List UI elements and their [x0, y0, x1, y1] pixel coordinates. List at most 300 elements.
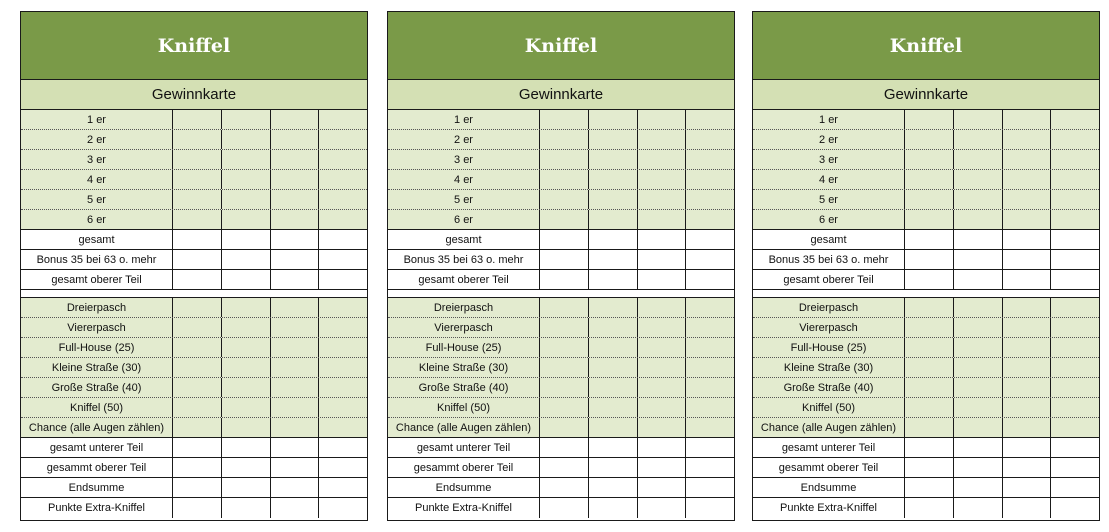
score-row	[753, 250, 1099, 270]
row-label: gesamt	[753, 230, 905, 249]
player-score-cell-1[interactable]	[905, 358, 954, 377]
player-score-cell-4[interactable]	[1051, 378, 1099, 397]
player-score-cell-1[interactable]	[173, 438, 222, 457]
player-score-cell-3[interactable]	[271, 358, 320, 377]
player-score-cell-2[interactable]	[589, 110, 638, 129]
score-row	[388, 418, 734, 438]
row-label: 2 er	[753, 130, 905, 149]
player-score-cell-2[interactable]	[589, 130, 638, 149]
row-label: Große Straße (40)	[21, 378, 173, 397]
score-row	[21, 170, 367, 190]
player-score-cell-3[interactable]	[638, 130, 687, 149]
player-score-cell-2[interactable]	[589, 190, 638, 209]
player-score-cell-3[interactable]	[271, 478, 320, 497]
player-score-cell-1[interactable]	[905, 250, 954, 269]
player-score-cell-4[interactable]	[1051, 458, 1099, 477]
player-score-cell-2[interactable]	[589, 298, 638, 317]
player-score-cell-2[interactable]	[589, 318, 638, 337]
player-score-cell-4[interactable]	[1051, 170, 1099, 189]
row-label: Chance (alle Augen zählen)	[21, 418, 173, 437]
row-label: gesamt	[21, 230, 173, 249]
player-score-cell-2[interactable]	[954, 130, 1003, 149]
player-score-cell-1[interactable]	[173, 458, 222, 477]
player-score-cell-2[interactable]	[589, 378, 638, 397]
score-row	[21, 458, 367, 478]
player-score-cell-2[interactable]	[222, 498, 271, 518]
player-score-cell-1[interactable]	[173, 230, 222, 249]
player-score-cell-1[interactable]	[905, 418, 954, 437]
player-score-cell-4[interactable]	[319, 110, 367, 129]
card-title: Kniffel	[388, 12, 734, 80]
player-score-cell-3[interactable]	[638, 338, 687, 357]
player-score-cell-1[interactable]	[540, 110, 589, 129]
player-score-cell-1[interactable]	[540, 150, 589, 169]
player-score-cell-1[interactable]	[905, 398, 954, 417]
player-score-cell-3[interactable]	[638, 150, 687, 169]
player-score-cell-3[interactable]	[638, 210, 687, 229]
player-score-cell-4[interactable]	[686, 130, 734, 149]
row-label: Dreierpasch	[753, 298, 905, 317]
player-score-cell-3[interactable]	[1003, 270, 1052, 289]
player-score-cell-1[interactable]	[173, 150, 222, 169]
player-score-cell-3[interactable]	[638, 250, 687, 269]
player-score-cell-3[interactable]	[271, 438, 320, 457]
row-label: 4 er	[753, 170, 905, 189]
player-score-cell-3[interactable]	[638, 318, 687, 337]
player-score-cell-4[interactable]	[686, 210, 734, 229]
player-score-cell-4[interactable]	[686, 358, 734, 377]
player-score-cell-3[interactable]	[638, 110, 687, 129]
player-score-cell-4[interactable]	[1051, 398, 1099, 417]
score-row	[753, 190, 1099, 210]
player-score-cell-2[interactable]	[222, 318, 271, 337]
player-score-cell-1[interactable]	[905, 458, 954, 477]
player-score-cell-1[interactable]	[905, 110, 954, 129]
player-score-cell-2[interactable]	[589, 270, 638, 289]
score-row	[388, 378, 734, 398]
player-score-cell-3[interactable]	[1003, 190, 1052, 209]
player-score-cell-1[interactable]	[540, 338, 589, 357]
player-score-cell-3[interactable]	[1003, 298, 1052, 317]
player-score-cell-2[interactable]	[222, 358, 271, 377]
lower-section	[753, 298, 1099, 518]
player-score-cell-1[interactable]	[905, 318, 954, 337]
player-score-cell-2[interactable]	[589, 438, 638, 457]
player-score-cell-3[interactable]	[271, 130, 320, 149]
player-score-cell-4[interactable]	[1051, 478, 1099, 497]
player-score-cell-1[interactable]	[540, 250, 589, 269]
player-score-cell-4[interactable]	[1051, 358, 1099, 377]
player-score-cell-3[interactable]	[638, 498, 687, 518]
player-score-cell-4[interactable]	[1051, 418, 1099, 437]
player-score-cell-1[interactable]	[905, 230, 954, 249]
player-score-cell-3[interactable]	[271, 190, 320, 209]
player-score-cell-4[interactable]	[686, 318, 734, 337]
row-label: Kleine Straße (30)	[753, 358, 905, 377]
player-score-cell-3[interactable]	[1003, 498, 1052, 518]
player-score-cell-4[interactable]	[319, 478, 367, 497]
player-score-cell-1[interactable]	[173, 190, 222, 209]
player-score-cell-1[interactable]	[905, 338, 954, 357]
player-score-cell-4[interactable]	[1051, 250, 1099, 269]
score-row	[753, 150, 1099, 170]
player-score-cell-3[interactable]	[638, 230, 687, 249]
player-score-cell-2[interactable]	[589, 170, 638, 189]
player-score-cell-4[interactable]	[319, 418, 367, 437]
player-score-cell-3[interactable]	[271, 250, 320, 269]
player-score-cell-2[interactable]	[222, 270, 271, 289]
player-score-cell-4[interactable]	[1051, 110, 1099, 129]
section-spacer	[388, 290, 734, 298]
player-score-cell-1[interactable]	[540, 230, 589, 249]
player-score-cell-2[interactable]	[954, 358, 1003, 377]
player-score-cell-4[interactable]	[686, 150, 734, 169]
player-score-cell-4[interactable]	[686, 298, 734, 317]
player-score-cell-1[interactable]	[173, 398, 222, 417]
player-score-cell-2[interactable]	[589, 358, 638, 377]
player-score-cell-1[interactable]	[905, 298, 954, 317]
player-score-cell-2[interactable]	[954, 418, 1003, 437]
lower-section	[388, 298, 734, 518]
score-row	[753, 498, 1099, 518]
player-score-cell-2[interactable]	[589, 338, 638, 357]
player-score-cell-4[interactable]	[686, 270, 734, 289]
player-score-cell-2[interactable]	[222, 338, 271, 357]
player-score-cell-4[interactable]	[319, 318, 367, 337]
player-score-cell-3[interactable]	[638, 378, 687, 397]
player-score-cell-4[interactable]	[319, 150, 367, 169]
player-score-cell-4[interactable]	[686, 250, 734, 269]
player-score-cell-2[interactable]	[222, 438, 271, 457]
player-score-cell-3[interactable]	[638, 398, 687, 417]
row-label: 3 er	[21, 150, 173, 169]
player-score-cell-3[interactable]	[271, 270, 320, 289]
player-score-cell-3[interactable]	[1003, 230, 1052, 249]
player-score-cell-1[interactable]	[173, 210, 222, 229]
player-score-cell-1[interactable]	[173, 250, 222, 269]
player-score-cell-1[interactable]	[173, 298, 222, 317]
player-score-cell-2[interactable]	[954, 230, 1003, 249]
player-score-cell-4[interactable]	[1051, 230, 1099, 249]
player-score-cell-4[interactable]	[1051, 438, 1099, 457]
player-score-cell-4[interactable]	[319, 398, 367, 417]
player-score-cell-3[interactable]	[1003, 318, 1052, 337]
player-score-cell-4[interactable]	[1051, 130, 1099, 149]
score-row	[753, 130, 1099, 150]
player-score-cell-2[interactable]	[954, 378, 1003, 397]
player-score-cell-1[interactable]	[905, 190, 954, 209]
player-score-cell-4[interactable]	[1051, 498, 1099, 518]
player-score-cell-1[interactable]	[905, 498, 954, 518]
player-score-cell-4[interactable]	[319, 170, 367, 189]
upper-section	[753, 110, 1099, 290]
player-score-cell-3[interactable]	[271, 150, 320, 169]
player-score-cell-2[interactable]	[222, 110, 271, 129]
section-spacer	[753, 290, 1099, 298]
score-row	[388, 498, 734, 518]
player-score-cell-4[interactable]	[319, 250, 367, 269]
score-row	[753, 298, 1099, 318]
player-score-cell-4[interactable]	[319, 458, 367, 477]
player-score-cell-1[interactable]	[540, 438, 589, 457]
player-score-cell-2[interactable]	[589, 478, 638, 497]
player-score-cell-4[interactable]	[319, 190, 367, 209]
player-score-cell-1[interactable]	[173, 358, 222, 377]
player-score-cell-1[interactable]	[540, 190, 589, 209]
upper-section	[21, 110, 367, 290]
player-score-cell-3[interactable]	[271, 378, 320, 397]
player-score-cell-1[interactable]	[540, 398, 589, 417]
player-score-cell-3[interactable]	[271, 418, 320, 437]
player-score-cell-2[interactable]	[222, 250, 271, 269]
player-score-cell-2[interactable]	[954, 250, 1003, 269]
player-score-cell-2[interactable]	[222, 230, 271, 249]
player-score-cell-1[interactable]	[540, 418, 589, 437]
score-row	[388, 458, 734, 478]
player-score-cell-3[interactable]	[1003, 378, 1052, 397]
player-score-cell-4[interactable]	[686, 498, 734, 518]
player-score-cell-3[interactable]	[271, 498, 320, 518]
player-score-cell-4[interactable]	[1051, 298, 1099, 317]
player-score-cell-2[interactable]	[589, 418, 638, 437]
card-title: Kniffel	[21, 12, 367, 80]
player-score-cell-2[interactable]	[954, 398, 1003, 417]
score-row	[388, 338, 734, 358]
player-score-cell-2[interactable]	[954, 110, 1003, 129]
score-row	[753, 478, 1099, 498]
row-label: Dreierpasch	[388, 298, 540, 317]
player-score-cell-3[interactable]	[638, 170, 687, 189]
player-score-cell-3[interactable]	[1003, 338, 1052, 357]
player-score-cell-2[interactable]	[954, 170, 1003, 189]
player-score-cell-3[interactable]	[1003, 170, 1052, 189]
row-label: Chance (alle Augen zählen)	[753, 418, 905, 437]
player-score-cell-3[interactable]	[271, 298, 320, 317]
player-score-cell-1[interactable]	[540, 358, 589, 377]
player-score-cell-4[interactable]	[686, 418, 734, 437]
player-score-cell-2[interactable]	[954, 150, 1003, 169]
player-score-cell-3[interactable]	[638, 270, 687, 289]
row-label: Kleine Straße (30)	[388, 358, 540, 377]
score-row	[21, 438, 367, 458]
player-score-cell-4[interactable]	[686, 458, 734, 477]
row-label: 5 er	[753, 190, 905, 209]
player-score-cell-1[interactable]	[905, 438, 954, 457]
player-score-cell-2[interactable]	[954, 498, 1003, 518]
player-score-cell-3[interactable]	[638, 298, 687, 317]
player-score-cell-2[interactable]	[589, 398, 638, 417]
player-score-cell-3[interactable]	[638, 190, 687, 209]
player-score-cell-1[interactable]	[173, 478, 222, 497]
card-title: Kniffel	[753, 12, 1099, 80]
row-label: Endsumme	[388, 478, 540, 497]
player-score-cell-3[interactable]	[271, 110, 320, 129]
player-score-cell-4[interactable]	[319, 338, 367, 357]
player-score-cell-2[interactable]	[589, 210, 638, 229]
player-score-cell-3[interactable]	[1003, 398, 1052, 417]
player-score-cell-2[interactable]	[222, 458, 271, 477]
player-score-cell-2[interactable]	[954, 458, 1003, 477]
player-score-cell-3[interactable]	[1003, 150, 1052, 169]
score-row	[388, 150, 734, 170]
player-score-cell-2[interactable]	[222, 190, 271, 209]
player-score-cell-2[interactable]	[954, 478, 1003, 497]
score-row	[753, 170, 1099, 190]
player-score-cell-4[interactable]	[686, 110, 734, 129]
score-row	[753, 318, 1099, 338]
player-score-cell-3[interactable]	[1003, 478, 1052, 497]
row-label: gesammt oberer Teil	[21, 458, 173, 477]
player-score-cell-2[interactable]	[222, 378, 271, 397]
player-score-cell-4[interactable]	[686, 190, 734, 209]
player-score-cell-2[interactable]	[589, 250, 638, 269]
player-score-cell-2[interactable]	[589, 458, 638, 477]
player-score-cell-3[interactable]	[638, 458, 687, 477]
score-row	[388, 190, 734, 210]
player-score-cell-4[interactable]	[319, 358, 367, 377]
row-label: 3 er	[753, 150, 905, 169]
row-label: Viererpasch	[753, 318, 905, 337]
player-score-cell-3[interactable]	[1003, 358, 1052, 377]
player-score-cell-1[interactable]	[540, 130, 589, 149]
player-score-cell-1[interactable]	[540, 270, 589, 289]
player-score-cell-1[interactable]	[540, 318, 589, 337]
player-score-cell-2[interactable]	[222, 418, 271, 437]
player-score-cell-1[interactable]	[905, 150, 954, 169]
score-card-2	[387, 11, 735, 521]
player-score-cell-3[interactable]	[271, 338, 320, 357]
player-score-cell-1[interactable]	[905, 270, 954, 289]
player-score-cell-1[interactable]	[173, 338, 222, 357]
player-score-cell-1[interactable]	[540, 170, 589, 189]
player-score-cell-4[interactable]	[1051, 318, 1099, 337]
player-score-cell-3[interactable]	[1003, 438, 1052, 457]
player-score-cell-2[interactable]	[222, 298, 271, 317]
player-score-cell-4[interactable]	[319, 298, 367, 317]
player-score-cell-3[interactable]	[271, 210, 320, 229]
player-score-cell-2[interactable]	[954, 298, 1003, 317]
player-score-cell-1[interactable]	[540, 298, 589, 317]
player-score-cell-4[interactable]	[1051, 338, 1099, 357]
player-score-cell-1[interactable]	[540, 458, 589, 477]
player-score-cell-4[interactable]	[686, 170, 734, 189]
player-score-cell-2[interactable]	[222, 170, 271, 189]
score-row	[21, 378, 367, 398]
player-score-cell-4[interactable]	[686, 338, 734, 357]
player-score-cell-2[interactable]	[954, 190, 1003, 209]
row-label: Viererpasch	[388, 318, 540, 337]
player-score-cell-4[interactable]	[319, 498, 367, 518]
score-row	[388, 270, 734, 290]
player-score-cell-1[interactable]	[173, 110, 222, 129]
player-score-cell-1[interactable]	[540, 478, 589, 497]
player-score-cell-1[interactable]	[173, 498, 222, 518]
player-score-cell-1[interactable]	[905, 378, 954, 397]
player-score-cell-1[interactable]	[173, 318, 222, 337]
player-score-cell-4[interactable]	[319, 130, 367, 149]
player-score-cell-1[interactable]	[173, 170, 222, 189]
player-score-cell-3[interactable]	[638, 438, 687, 457]
player-score-cell-4[interactable]	[1051, 150, 1099, 169]
player-score-cell-4[interactable]	[686, 378, 734, 397]
player-score-cell-2[interactable]	[954, 438, 1003, 457]
row-label: Full-House (25)	[21, 338, 173, 357]
player-score-cell-1[interactable]	[540, 210, 589, 229]
player-score-cell-2[interactable]	[954, 338, 1003, 357]
player-score-cell-4[interactable]	[319, 210, 367, 229]
player-score-cell-3[interactable]	[638, 358, 687, 377]
row-label: Endsumme	[753, 478, 905, 497]
player-score-cell-3[interactable]	[638, 478, 687, 497]
player-score-cell-1[interactable]	[173, 378, 222, 397]
player-score-cell-2[interactable]	[222, 150, 271, 169]
player-score-cell-3[interactable]	[1003, 210, 1052, 229]
player-score-cell-4[interactable]	[686, 230, 734, 249]
player-score-cell-2[interactable]	[954, 270, 1003, 289]
row-label: 1 er	[753, 110, 905, 129]
player-score-cell-4[interactable]	[319, 270, 367, 289]
player-score-cell-1[interactable]	[173, 270, 222, 289]
player-score-cell-1[interactable]	[905, 210, 954, 229]
player-score-cell-4[interactable]	[319, 378, 367, 397]
row-label: 3 er	[388, 150, 540, 169]
row-label: gesamt unterer Teil	[21, 438, 173, 457]
player-score-cell-4[interactable]	[686, 398, 734, 417]
row-label: gesamt unterer Teil	[753, 438, 905, 457]
row-label: Punkte Extra-Kniffel	[753, 498, 905, 518]
player-score-cell-3[interactable]	[1003, 130, 1052, 149]
player-score-cell-2[interactable]	[222, 398, 271, 417]
player-score-cell-4[interactable]	[1051, 270, 1099, 289]
player-score-cell-3[interactable]	[271, 398, 320, 417]
player-score-cell-1[interactable]	[173, 418, 222, 437]
score-row	[753, 230, 1099, 250]
player-score-cell-1[interactable]	[540, 498, 589, 518]
card-subtitle: Gewinnkarte	[388, 80, 734, 110]
player-score-cell-2[interactable]	[589, 150, 638, 169]
player-score-cell-1[interactable]	[905, 478, 954, 497]
player-score-cell-2[interactable]	[589, 498, 638, 518]
player-score-cell-1[interactable]	[540, 378, 589, 397]
upper-section	[388, 110, 734, 290]
player-score-cell-3[interactable]	[1003, 418, 1052, 437]
player-score-cell-4[interactable]	[686, 478, 734, 497]
player-score-cell-1[interactable]	[905, 130, 954, 149]
player-score-cell-3[interactable]	[271, 230, 320, 249]
player-score-cell-3[interactable]	[271, 318, 320, 337]
player-score-cell-3[interactable]	[1003, 250, 1052, 269]
player-score-cell-1[interactable]	[905, 170, 954, 189]
row-label: gesamt oberer Teil	[753, 270, 905, 289]
player-score-cell-3[interactable]	[271, 170, 320, 189]
player-score-cell-2[interactable]	[222, 210, 271, 229]
player-score-cell-2[interactable]	[954, 210, 1003, 229]
player-score-cell-2[interactable]	[589, 230, 638, 249]
player-score-cell-3[interactable]	[638, 418, 687, 437]
player-score-cell-3[interactable]	[271, 458, 320, 477]
player-score-cell-4[interactable]	[1051, 210, 1099, 229]
player-score-cell-3[interactable]	[1003, 458, 1052, 477]
player-score-cell-3[interactable]	[1003, 110, 1052, 129]
player-score-cell-2[interactable]	[222, 478, 271, 497]
player-score-cell-2[interactable]	[954, 318, 1003, 337]
player-score-cell-4[interactable]	[319, 230, 367, 249]
player-score-cell-4[interactable]	[319, 438, 367, 457]
player-score-cell-4[interactable]	[686, 438, 734, 457]
player-score-cell-2[interactable]	[222, 130, 271, 149]
player-score-cell-1[interactable]	[173, 130, 222, 149]
player-score-cell-4[interactable]	[1051, 190, 1099, 209]
